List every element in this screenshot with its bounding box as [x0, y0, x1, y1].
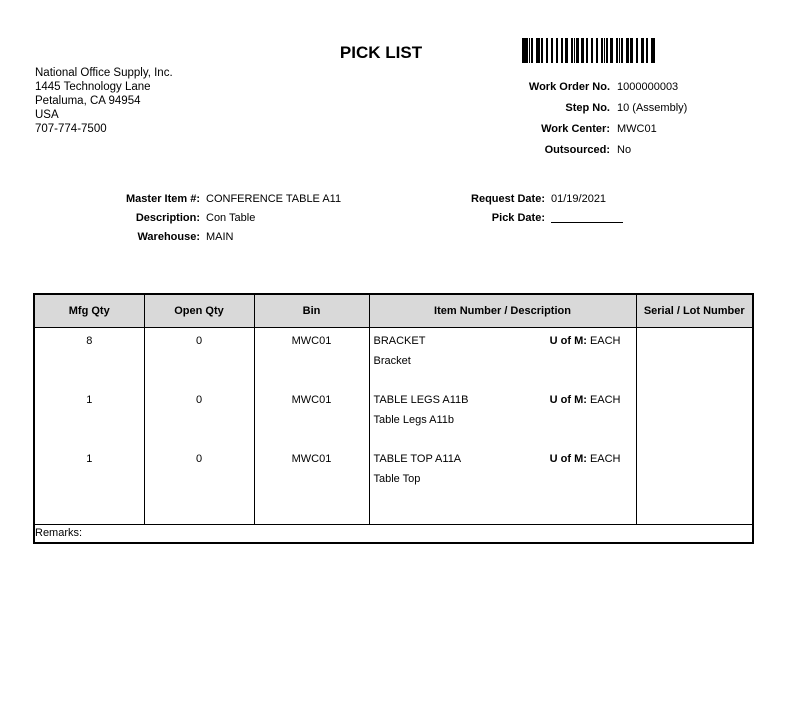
item-number-3: TABLE TOP A11A — [373, 452, 462, 465]
company-info — [35, 66, 173, 136]
header-mfg-qty: Mfg Qty — [34, 294, 144, 327]
mfg-qty-column — [34, 327, 144, 524]
work-order-number-label: Work Order No. — [528, 81, 610, 93]
item-description-3: Table Top — [373, 472, 421, 485]
work-center-label: Work Center: — [541, 123, 610, 135]
header-bin: Bin — [254, 294, 369, 327]
warehouse-label: Warehouse: — [137, 231, 200, 243]
master-item-value: CONFERENCE TABLE A11 — [206, 193, 342, 205]
company-name: National Office Supply, Inc. — [35, 67, 173, 79]
pick-date-label: Pick Date: — [491, 212, 545, 224]
bin-row-1: MWC01 — [291, 334, 332, 347]
uom-value-1: EACH — [589, 334, 621, 347]
open-qty-row-1: 0 — [195, 334, 203, 347]
mfg-qty-row-3: 1 — [86, 452, 93, 465]
barcode — [522, 38, 655, 63]
pick-list-table — [33, 293, 754, 544]
uom-label-3: U of M: — [549, 452, 587, 465]
master-item-info — [100, 193, 341, 250]
description-value: Con Table — [206, 212, 256, 224]
bin-column — [254, 327, 369, 524]
request-date-row — [400, 193, 623, 206]
company-phone: 707-774-7500 — [35, 123, 107, 135]
item-row-3 — [370, 446, 636, 505]
mfg-qty-row-2: 1 — [86, 393, 93, 406]
table-header-row — [34, 294, 753, 327]
warehouse-row — [100, 231, 341, 244]
description-row — [100, 212, 341, 225]
item-description-1: Bracket — [373, 354, 411, 367]
item-number-2: TABLE LEGS A11B — [373, 393, 469, 406]
item-row-2-line1 — [374, 390, 621, 410]
serial-lot-column — [636, 327, 753, 524]
uom-label-1: U of M: — [549, 334, 587, 347]
remarks-row — [34, 524, 753, 543]
uom-group-3 — [550, 449, 621, 469]
header-item-number-description: Item Number / Description — [369, 294, 636, 327]
item-row-1-line1 — [374, 331, 621, 351]
uom-group-1 — [550, 331, 621, 351]
work-order-info — [455, 81, 687, 165]
item-description-column — [369, 327, 636, 524]
serial-lot-row-2 — [637, 387, 753, 446]
bin-row-2: MWC01 — [291, 393, 332, 406]
uom-group-2 — [550, 390, 621, 410]
description-label: Description: — [135, 212, 200, 224]
warehouse-value: MAIN — [206, 231, 234, 243]
outsourced-label: Outsourced: — [544, 144, 610, 156]
request-date-value: 01/19/2021 — [551, 193, 607, 205]
work-center-row — [455, 123, 687, 136]
pick-date-row — [400, 212, 623, 227]
header-serial-lot-number: Serial / Lot Number — [636, 294, 753, 327]
master-item-label: Master Item #: — [126, 193, 200, 205]
master-item-row — [100, 193, 341, 206]
header-open-qty: Open Qty — [144, 294, 254, 327]
uom-value-3: EACH — [589, 452, 621, 465]
step-number-value: 10 (Assembly) — [617, 102, 688, 114]
outsourced-row — [455, 144, 687, 157]
page-title: PICK LIST — [339, 43, 423, 62]
table-body-row — [34, 327, 753, 524]
serial-lot-row-3 — [637, 446, 753, 505]
uom-value-2: EACH — [589, 393, 621, 406]
company-address-line2: Petaluma, CA 94954 — [35, 95, 141, 107]
work-order-number-value: 1000000003 — [617, 81, 679, 93]
mfg-qty-row-1: 8 — [86, 334, 93, 347]
request-date-label: Request Date: — [471, 193, 545, 205]
item-number-1: BRACKET — [373, 334, 426, 347]
item-description-2: Table Legs A11b — [373, 413, 455, 426]
item-row-3-line1 — [374, 449, 621, 469]
remarks-label: Remarks: — [34, 524, 753, 543]
open-qty-column — [144, 327, 254, 524]
work-order-number-row — [455, 81, 687, 94]
company-address-line1: 1445 Technology Lane — [35, 81, 151, 93]
open-qty-row-3: 0 — [195, 452, 203, 465]
pick-date-blank-line — [551, 212, 623, 223]
work-center-value: MWC01 — [617, 123, 657, 135]
pick-date-value — [551, 212, 623, 227]
company-country: USA — [35, 109, 59, 121]
step-number-row — [455, 102, 687, 115]
uom-label-2: U of M: — [549, 393, 587, 406]
item-row-2 — [370, 387, 636, 446]
step-number-label: Step No. — [565, 102, 610, 114]
open-qty-row-2: 0 — [195, 393, 203, 406]
outsourced-value: No — [617, 144, 632, 156]
bin-row-3: MWC01 — [291, 452, 332, 465]
item-row-1 — [370, 328, 636, 387]
serial-lot-row-1 — [637, 328, 753, 387]
date-info — [400, 193, 623, 233]
